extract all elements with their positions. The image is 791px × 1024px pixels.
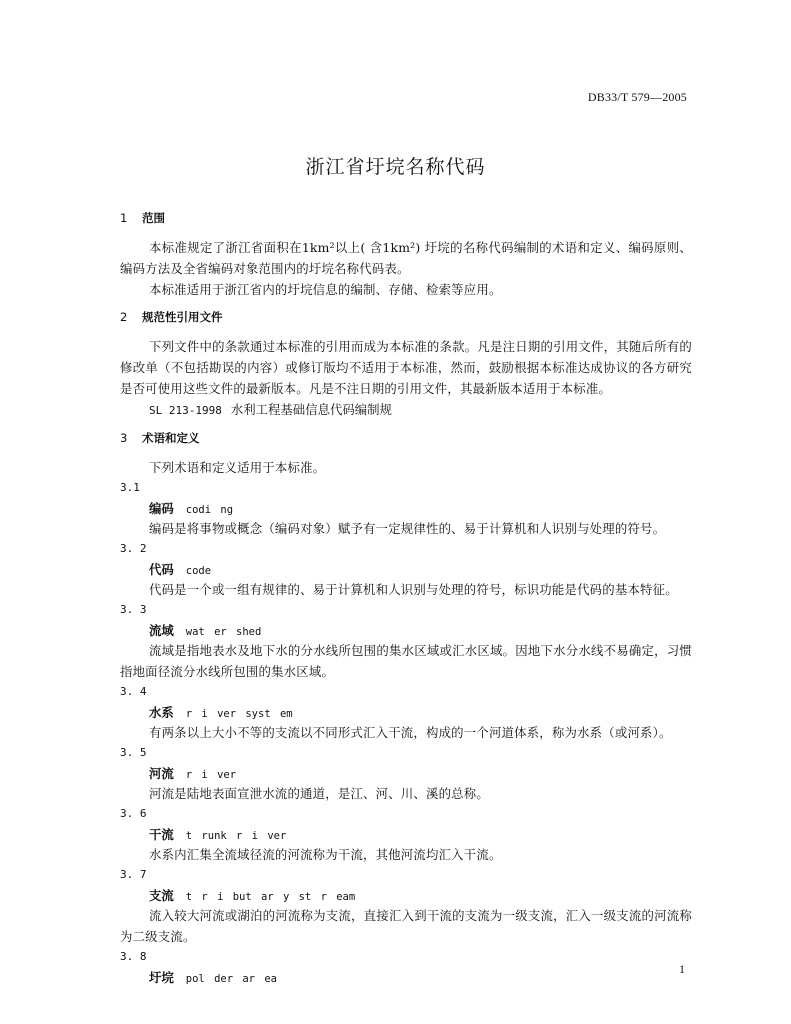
term-chinese: 河流 bbox=[149, 766, 174, 781]
term-chinese: 干流 bbox=[149, 827, 174, 842]
term-definition: 河流是陆地表面宣泄水流的通道，是江、河、川、溪的总称。 bbox=[149, 786, 489, 801]
section-title: 规范性引用文件 bbox=[142, 310, 223, 324]
term-name bbox=[120, 885, 692, 905]
term-chinese: 流域 bbox=[149, 623, 174, 638]
paragraph: 本标准规定了浙江省面积在1km²以上( 含1km²) 圩垸的名称代码编制的术语和定义、编码原则、编码方法及全省编码对象范围内的圩垸名称代码表。 bbox=[120, 240, 692, 276]
term-chinese: 代码 bbox=[149, 562, 174, 577]
document-code: DB33/T 579—2005 bbox=[587, 90, 687, 104]
term-number: 3.1 bbox=[120, 481, 140, 494]
term-definition: 代码是一个或一组有规律的、易于计算机和人识别与处理的符号，标识功能是代码的基本特征。 bbox=[149, 582, 678, 597]
term-definition: 流入较大河流或湖泊的河流称为支流，直接汇入到干流的支流为一级支流，汇入一级支流的河流称为二级支流。 bbox=[120, 908, 692, 944]
reference-title: 水利工程基础信息代码编制规 bbox=[230, 402, 392, 417]
section-number: 2 bbox=[120, 310, 128, 324]
section-title: 范围 bbox=[142, 211, 165, 225]
term-english: pol der ar ea bbox=[185, 973, 277, 985]
term-number: 3. 3 bbox=[120, 603, 147, 616]
section-number: 1 bbox=[120, 211, 128, 225]
term-english: wat er shed bbox=[185, 626, 262, 638]
paragraph: 下列文件中的条款通过本标准的引用而成为本标准的条款。凡是注日期的引用文件，其随后所有的修改单（不包括勘误的内容）或修订版均不适用于本标准，然而，鼓励根据本标准达成协议的各方研究是否可使用这些文件的最新版本。凡是不注日期的引用文件，其最新版本适用于本标准。 bbox=[120, 339, 692, 396]
document-body bbox=[120, 210, 692, 987]
term-number: 3. 2 bbox=[120, 542, 147, 555]
term-number: 3. 5 bbox=[120, 746, 147, 759]
term-chinese: 支流 bbox=[149, 888, 174, 903]
term-name bbox=[120, 824, 692, 844]
term-definition: 编码是将事物或概念（编码对象）赋予有一定规律性的、易于计算机和人识别与处理的符号。 bbox=[149, 521, 666, 536]
term-number: 3. 6 bbox=[120, 807, 147, 820]
section-heading-normative-references bbox=[120, 309, 692, 326]
term-number: 3. 7 bbox=[120, 868, 147, 881]
term-chinese: 编码 bbox=[149, 501, 174, 516]
section-heading-terms bbox=[120, 430, 692, 447]
term-english: codi ng bbox=[185, 504, 234, 516]
term-definition: 有两条以上大小不等的支流以不同形式汇入干流，构成的一个河道体系，称为水系（或河系）。 bbox=[149, 725, 672, 740]
term-definition: 流域是指地表水及地下水的分水线所包围的集水区域或汇水区域。因地下水分水线不易确定，习惯指地面径流分水线所包围的集水区域。 bbox=[120, 643, 692, 679]
reference-code: SL 213-1998 bbox=[149, 404, 222, 417]
term-english: r i ver bbox=[185, 769, 237, 781]
term-english: t runk r i ver bbox=[185, 830, 287, 842]
term-number: 3. 8 bbox=[120, 950, 147, 963]
term-name bbox=[120, 967, 692, 987]
term-english: r i ver syst em bbox=[185, 708, 293, 720]
term-chinese: 圩垸 bbox=[149, 970, 174, 985]
term-definition: 水系内汇集全流域径流的河流称为干流，其他河流均汇入干流。 bbox=[149, 847, 502, 862]
section-heading-scope bbox=[120, 210, 692, 227]
term-english: code bbox=[185, 565, 212, 577]
section-title: 术语和定义 bbox=[142, 431, 200, 445]
term-name bbox=[120, 559, 692, 579]
term-name bbox=[120, 498, 692, 518]
section-number: 3 bbox=[120, 431, 128, 445]
paragraph: 下列术语和定义适用于本标准。 bbox=[149, 460, 326, 475]
term-name bbox=[120, 702, 692, 722]
paragraph: 本标准适用于浙江省内的圩垸信息的编制、存储、检索等应用。 bbox=[149, 282, 502, 297]
term-name bbox=[120, 620, 692, 640]
page-number: 1 bbox=[679, 962, 685, 976]
term-english: t r i but ar y st r eam bbox=[185, 891, 356, 903]
term-number: 3. 4 bbox=[120, 685, 147, 698]
document-title: 浙江省圩垸名称代码 bbox=[305, 156, 486, 178]
term-chinese: 水系 bbox=[149, 705, 174, 720]
reference-entry bbox=[120, 399, 692, 421]
term-name bbox=[120, 763, 692, 783]
